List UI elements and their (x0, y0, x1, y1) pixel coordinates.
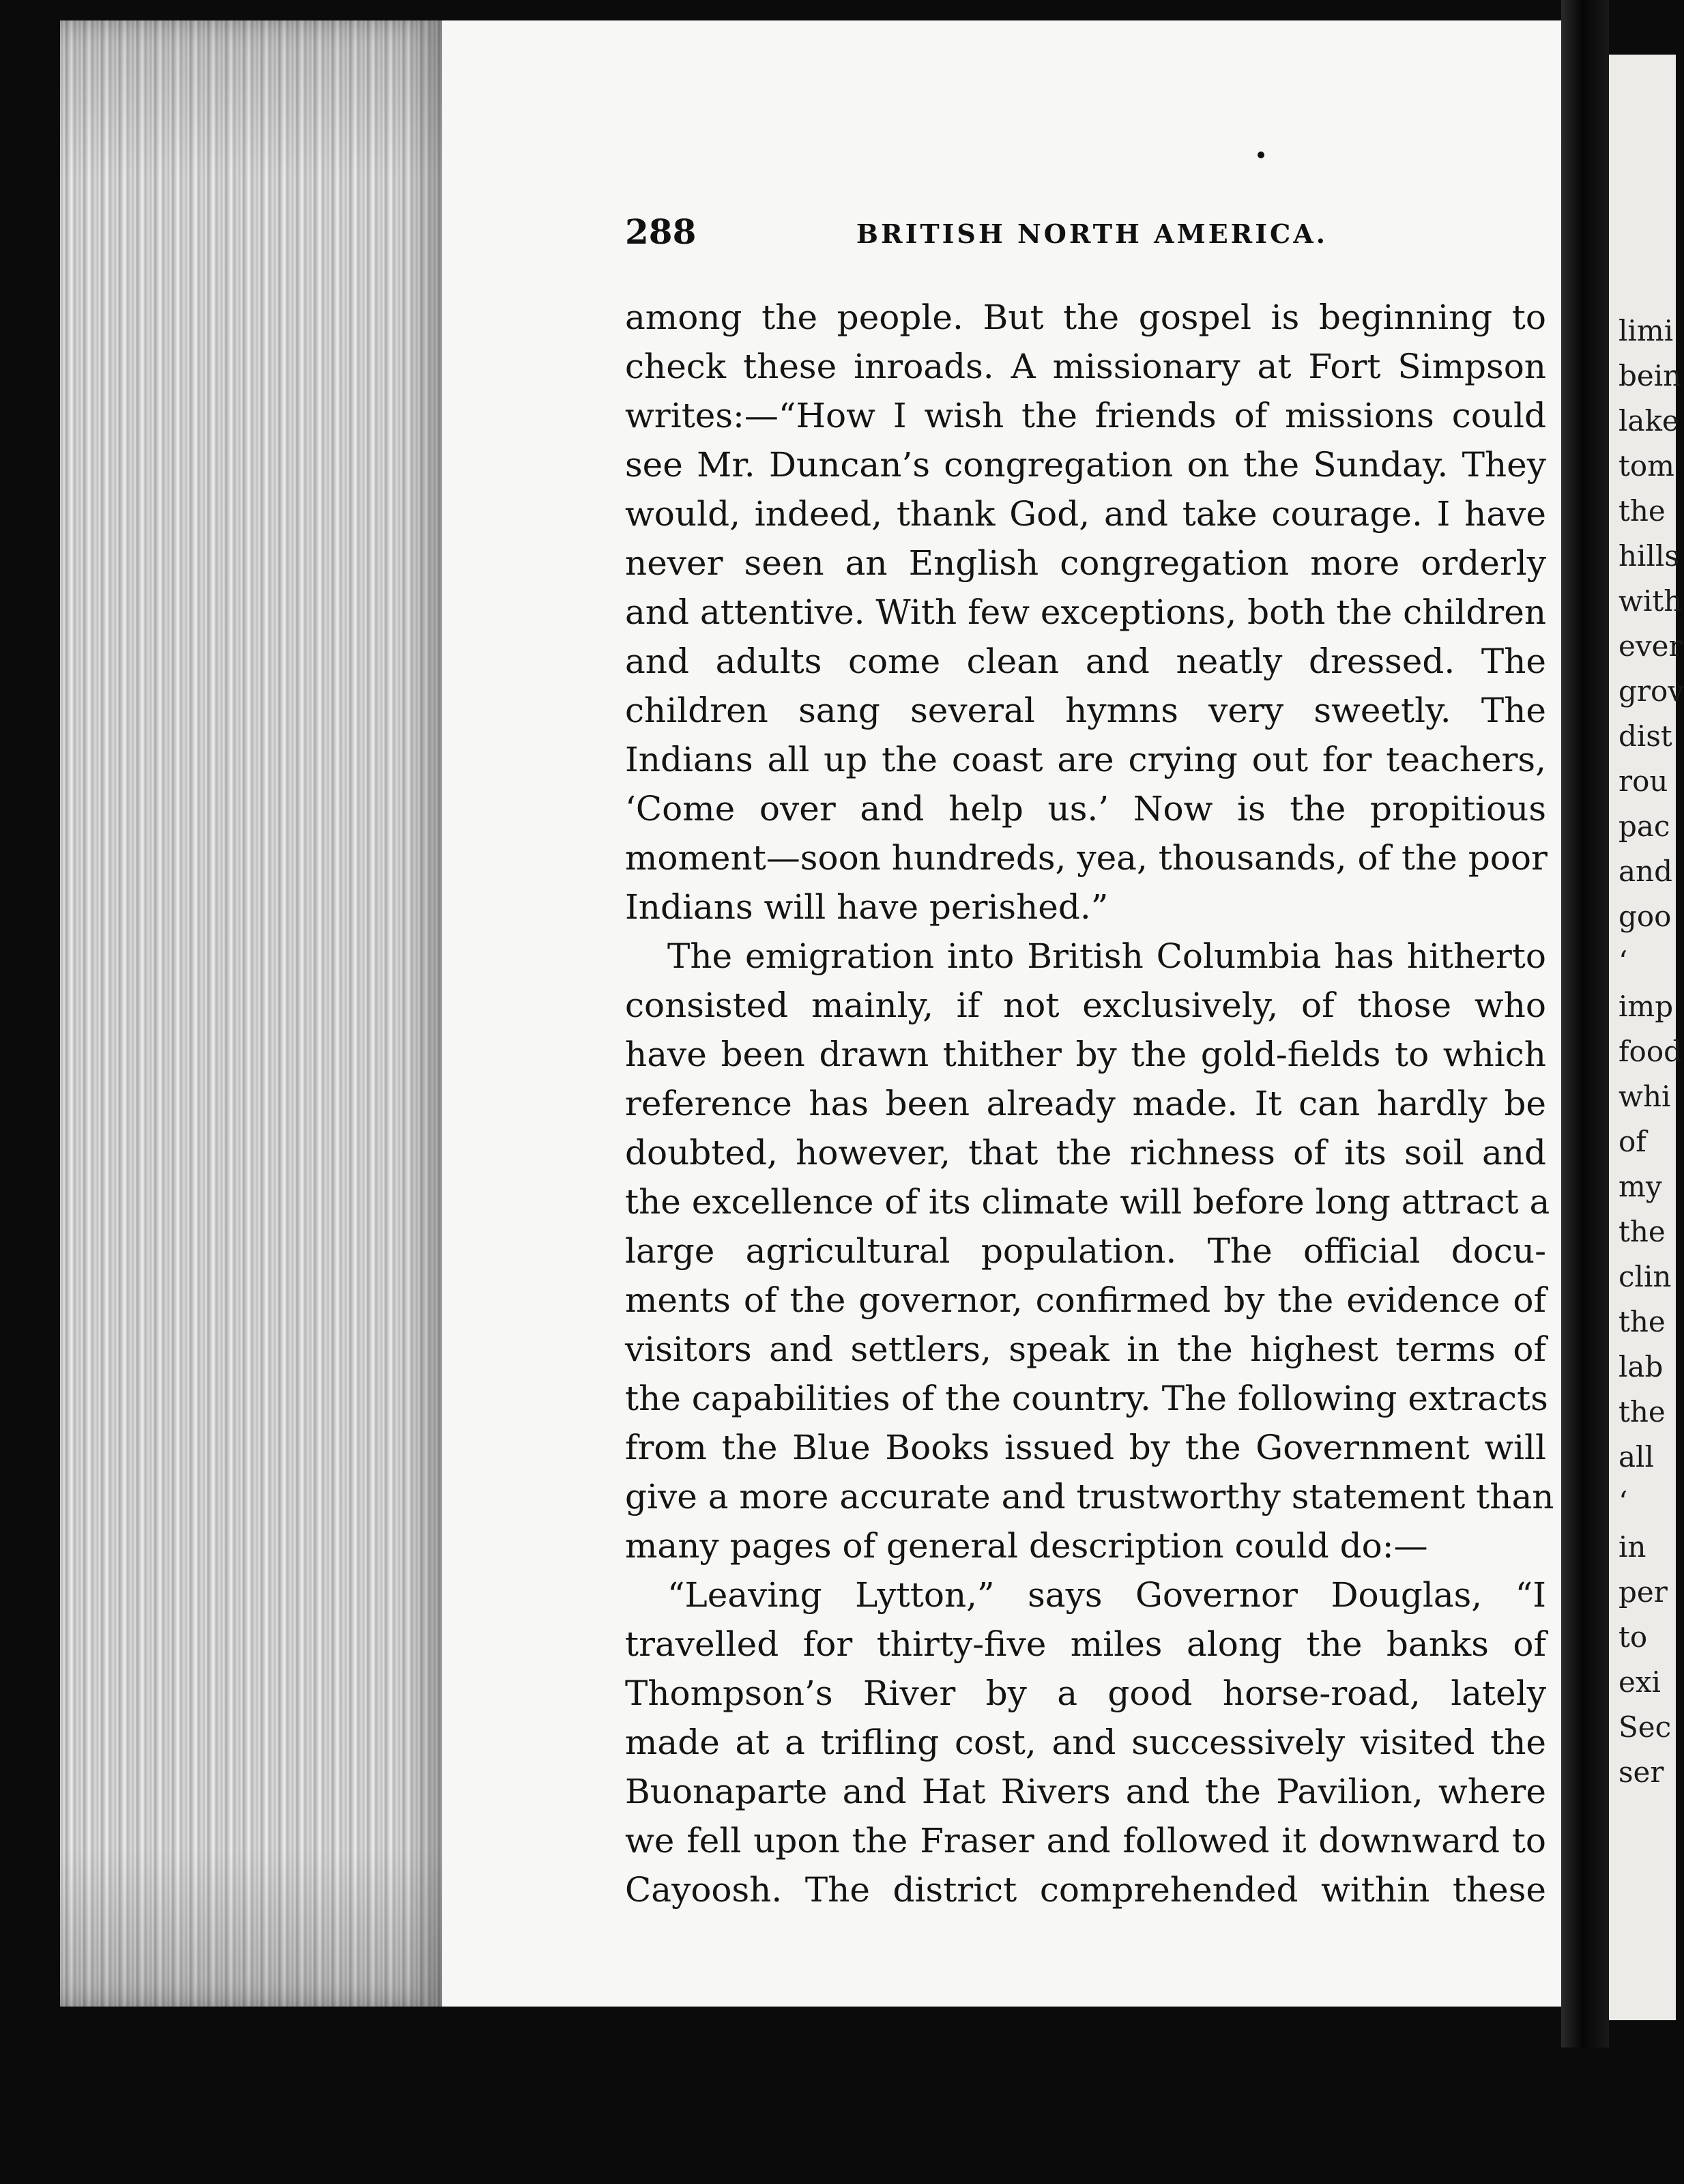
facing-page-fragment: ‘ (1618, 1485, 1628, 1519)
book-page-edges (60, 20, 442, 2007)
text-line: children sang several hymns very sweetly. The (625, 691, 1546, 730)
text-line: travelled for thirty-five miles along the banks of (625, 1624, 1546, 1664)
text-line: among the people. But the gospel is beginning to (625, 298, 1546, 337)
page-number: 288 (625, 212, 697, 252)
facing-page-fragment: rou (1618, 764, 1668, 798)
text-line: Indians will have perished.” (625, 887, 1109, 927)
text-line: never seen an English congregation more orderly (625, 543, 1546, 583)
text-line: Thompson’s River by a good horse-road, lately (625, 1673, 1546, 1713)
facing-page-fragment: per (1618, 1575, 1668, 1609)
facing-page-fragment: in (1618, 1530, 1646, 1564)
running-title: BRITISH NORTH AMERICA. (856, 218, 1328, 249)
facing-page-fragment: ‘ (1618, 945, 1628, 978)
text-line: Indians all up the coast are crying out for teachers, (625, 740, 1546, 779)
text-line: see Mr. Duncan’s congregation on the Sunday. They (625, 445, 1546, 485)
facing-page-fragment: pac (1618, 809, 1670, 843)
facing-page-fragment: dist (1618, 719, 1672, 753)
text-line: writes:—“How I wish the friends of missions could (625, 396, 1546, 435)
facing-page-fragment: lake (1618, 404, 1679, 437)
text-line: and adults come clean and neatly dressed. The (625, 642, 1546, 681)
text-line: from the Blue Books issued by the Government will (625, 1428, 1546, 1467)
facing-page-fragment: the (1618, 1305, 1666, 1338)
text-line: Buonaparte and Hat Rivers and the Pavilion, where (625, 1772, 1546, 1811)
facing-page-fragment: whi (1618, 1080, 1671, 1113)
facing-page-fragment: exi (1618, 1665, 1661, 1699)
text-line: the excellence of its climate will before long attract a (625, 1182, 1550, 1222)
text-line: many pages of general description could do:— (625, 1526, 1428, 1566)
text-line: ‘Come over and help us.’ Now is the propitious (625, 789, 1546, 829)
facing-page-fragment: clin (1618, 1260, 1672, 1293)
text-line: made at a trifling cost, and successively visited the (625, 1723, 1546, 1762)
facing-page-fragment: limi (1618, 314, 1674, 347)
paragraph-first-line: “Leaving Lytton,” says Governor Douglas, “I (667, 1575, 1546, 1615)
facing-page-fragment: with (1618, 584, 1683, 618)
text-line: we fell upon the Fraser and followed it downward to (625, 1821, 1546, 1860)
facing-page-fragment: food (1618, 1035, 1683, 1068)
text-line: give a more accurate and trustworthy statement than (625, 1477, 1554, 1517)
facing-page-fragment: grov (1618, 674, 1684, 708)
running-head (625, 212, 1328, 259)
ink-speck (1258, 152, 1264, 158)
facing-page-fragment: of (1618, 1125, 1646, 1158)
text-line: ments of the governor, confirmed by the evidence of (625, 1280, 1546, 1320)
text-line: have been drawn thither by the gold-fields to which (625, 1035, 1546, 1074)
facing-page-fragment: goo (1618, 900, 1672, 933)
facing-page-fragment: bein (1618, 359, 1682, 392)
text-line: consisted mainly, if not exclusively, of those who (625, 986, 1546, 1025)
facing-page-fragment: the (1618, 1395, 1666, 1428)
text-line: large agricultural population. The official docu- (625, 1231, 1546, 1271)
facing-page-fragment: all (1618, 1440, 1654, 1474)
facing-page-fragment: to (1618, 1620, 1648, 1654)
text-line: and attentive. With few exceptions, both the children (625, 592, 1547, 632)
text-line: check these inroads. A missionary at Fort Simpson (625, 347, 1546, 386)
paragraph-first-line: The emigration into British Columbia has hitherto (667, 936, 1546, 976)
facing-page (1609, 55, 1684, 2020)
text-line: moment—soon hundreds, yea, thousands, of the poor (625, 838, 1548, 878)
text-line: doubted, however, that the richness of its soil and (625, 1133, 1546, 1173)
text-line: the capabilities of the country. The following extracts (625, 1379, 1548, 1418)
text-line: Cayoosh. The district comprehended within these (625, 1870, 1546, 1910)
facing-page-fragment: my (1618, 1170, 1662, 1203)
facing-page-fragment: ever (1618, 629, 1683, 663)
text-line: reference has been already made. It can hardly be (625, 1084, 1546, 1123)
facing-page-fragment: imp (1618, 990, 1674, 1023)
facing-page-fragment: tom (1618, 449, 1674, 483)
facing-page-fragment: lab (1618, 1350, 1664, 1383)
facing-page-fragment: the (1618, 494, 1666, 528)
facing-page-fragment: hills (1618, 539, 1679, 573)
text-line: would, indeed, thank God, and take courage. I have (625, 494, 1546, 534)
facing-page-fragment: ser (1618, 1755, 1664, 1789)
facing-page-fragment: Sec (1618, 1710, 1672, 1744)
text-line: visitors and settlers, speak in the highest terms of (625, 1330, 1546, 1369)
facing-page-fragment: and (1618, 854, 1672, 888)
facing-page-fragment: the (1618, 1215, 1666, 1248)
book-gutter (1561, 0, 1609, 2048)
